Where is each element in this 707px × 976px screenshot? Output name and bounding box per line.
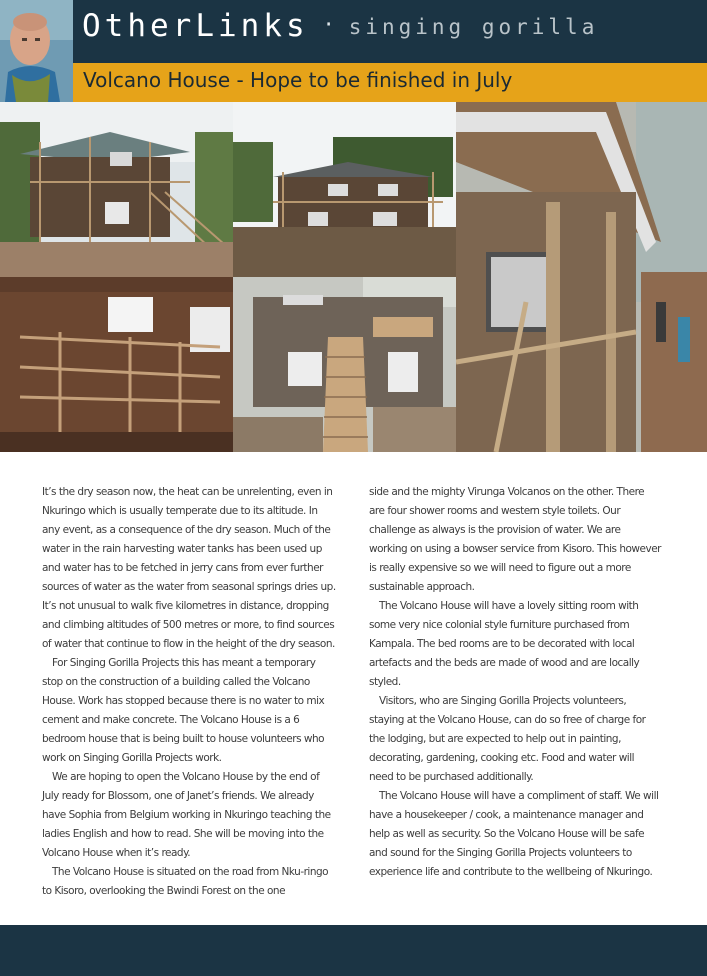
photo-house-side-scaffolding (233, 102, 456, 277)
article-title-bar (73, 63, 707, 102)
article-paragraph: Visitors, who are Singing Gorilla Projects volunteers, staying at the Volcano House, can do so free of charge for the lodging, but are expected to help out in painting, decorating, gardening, cooking etc. Food and water will need to be purchased additionally. (369, 695, 646, 783)
photo-house-stairs (233, 277, 456, 452)
article-column-right (369, 483, 661, 882)
brand-name: OtherLinks (82, 8, 309, 44)
article-paragraph: The Volcano House will have a lovely sitting room with some very nice colonial style furniture purchased from Kampala. The bed rooms are to be decorated with local artefacts and the beds are made of wood and are locally styled. (369, 600, 640, 688)
photo-house-veranda (456, 102, 707, 452)
page-footer (0, 925, 707, 976)
article-column-left (42, 483, 338, 901)
article-paragraph: For Singing Gorilla Projects this has meant a temporary stop on the construction of a building called the Volcano House. Work has stopped because there is no water to mix cement and make concrete. The Volcano House is a 6 bedroom house that is being built to house volunteers who work on Singing Gorilla Projects work. (42, 657, 325, 764)
article-paragraph: The Volcano House will have a compliment of staff. We will have a housekeeper / cook, a maintenance manager and help as well as security. So the Volcano House will be safe and sound for the Singing Gorilla Projects volunteers to experience life and contribute to the wellbeing of Nkuringo. (369, 790, 659, 878)
article-paragraph: It’s the dry season now, the heat can be unrelenting, even in Nkuringo which is usually temperate due to its altitude. In any event, as a consequence of the dry season. Much of the water in the rain harvesting water tanks has been used up and water has to be fetched in jerry cans from ever further sources of water as the water from seasonal springs dries up. It’s not unusual to walk five kilometres in distance, dropping and climbing altitudes of 500 metres or more, to find sources of water that continue to flow in the height of the dry season. (42, 486, 336, 650)
photo-house-front-scaffolding (0, 102, 233, 277)
photo-interior-framing (0, 277, 233, 452)
section-name: singing gorilla (348, 15, 599, 39)
author-photo (0, 0, 73, 102)
article-paragraph: The Volcano House is situated on the road from Nku-ringo to Kisoro, overlooking the Bwindi Forest on the one (42, 866, 329, 897)
page-header (0, 0, 707, 63)
article-title: Volcano House - Hope to be finished in July (83, 68, 513, 92)
masthead-separator: · (322, 12, 339, 36)
article-paragraph: side and the mighty Virunga Volcanos on the other. There are four shower rooms and western style toilets. Our challenge as always is the provision of water. We are working on using a bowser service from Kisoro. This however is really expensive so we will need to figure out a more sustainable approach. (369, 486, 661, 593)
masthead (82, 8, 598, 44)
article-paragraph: We are hoping to open the Volcano House by the end of July ready for Blossom, one of Janet’s friends. We already have Sophia from Belgium working in Nkuringo teaching the ladies English and how to read. She will be moving into the Volcano House when it’s ready. (42, 771, 331, 859)
